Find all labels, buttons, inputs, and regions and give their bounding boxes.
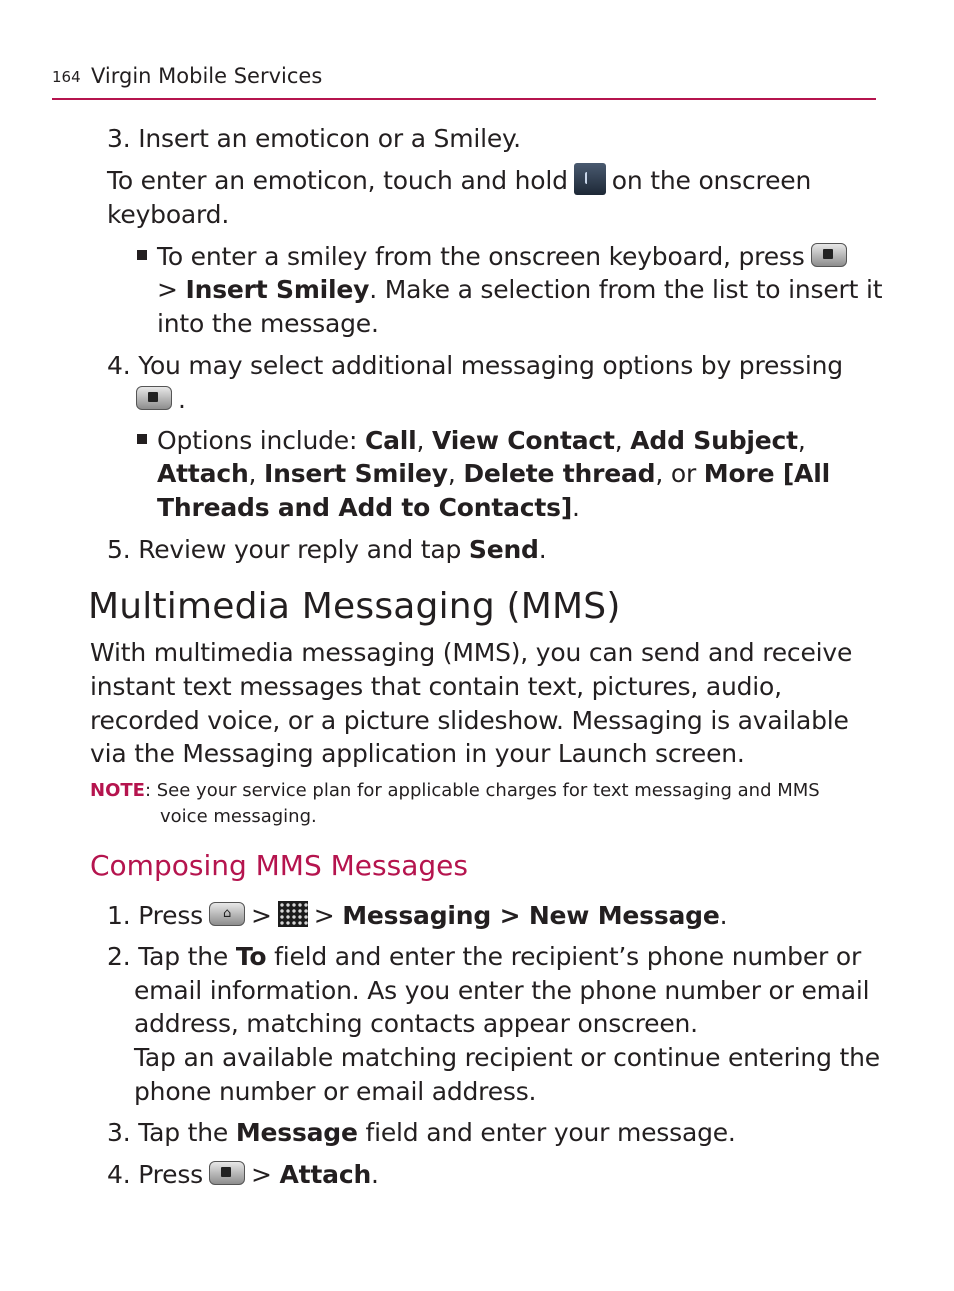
compose-step2-line1: 2. Tap the To field and enter the recipient’s phone number or <box>107 942 862 971</box>
options-bullet-line1: Options include: Call, View Contact, Add Subject, <box>137 424 806 458</box>
smiley-bullet-line2: > Insert Smiley. Make a selection from the list to insert it <box>157 275 883 304</box>
home-key-icon: ⌂ <box>209 902 245 926</box>
apps-icon <box>278 901 308 927</box>
compose-step2-line4: Tap an available matching recipient or continue entering the <box>134 1043 880 1072</box>
bullet-icon <box>137 250 147 260</box>
menu-key-icon <box>811 243 847 267</box>
step-options-line2: . <box>130 383 186 417</box>
compose-step2-line3: address, matching contacts appear onscreen. <box>134 1009 698 1038</box>
compose-step4: 4. Press > Attach. <box>107 1160 379 1189</box>
note-label: NOTE <box>90 780 145 801</box>
section-title: Virgin Mobile Services <box>91 64 323 88</box>
options-bullet-line2: Attach, Insert Smiley, Delete thread, or More [All <box>157 459 830 488</box>
emoticon-instruction-line2: keyboard. <box>107 200 230 229</box>
mms-heading: Multimedia Messaging (MMS) <box>88 586 621 627</box>
note-line2: voice messaging. <box>160 806 317 827</box>
composing-heading: Composing MMS Messages <box>90 849 468 882</box>
mms-intro-line4: via the Messaging application in your Launch screen. <box>90 739 745 768</box>
emoticon-key-icon <box>574 163 606 195</box>
mms-intro-line2: instant text messages that contain text, pictures, audio, <box>90 672 782 701</box>
step-options-line1: 4. You may select additional messaging options by pressing <box>107 351 843 380</box>
step-insert-emoticon: 3. Insert an emoticon or a Smiley. <box>107 124 521 153</box>
compose-step1: 1. Press ⌂ > > Messaging > New Message. <box>107 901 728 930</box>
smiley-bullet-line3: into the message. <box>157 309 379 338</box>
page-number: 164 <box>52 68 81 86</box>
note-line1: NOTE: See your service plan for applicable charges for text messaging and MMS <box>90 780 820 801</box>
mms-intro-line1: With multimedia messaging (MMS), you can send and receive <box>90 638 853 667</box>
compose-step3: 3. Tap the Message field and enter your message. <box>107 1118 736 1147</box>
emoticon-instruction-line1: To enter an emoticon, touch and hold on the onscreen <box>107 164 811 198</box>
page-header <box>52 62 876 100</box>
compose-step2-line5: phone number or email address. <box>134 1077 537 1106</box>
menu-key-icon <box>209 1161 245 1185</box>
menu-key-icon <box>136 386 172 410</box>
smiley-bullet-line1: To enter a smiley from the onscreen keyboard, press <box>137 240 853 274</box>
options-bullet-line3: Threads and Add to Contacts]. <box>157 493 580 522</box>
mms-intro-line3: recorded voice, or a picture slideshow. Messaging is available <box>90 706 849 735</box>
bullet-icon <box>137 434 147 444</box>
step-review-reply: 5. Review your reply and tap Send. <box>107 535 547 564</box>
compose-step2-line2: email information. As you enter the phone number or email <box>134 976 870 1005</box>
